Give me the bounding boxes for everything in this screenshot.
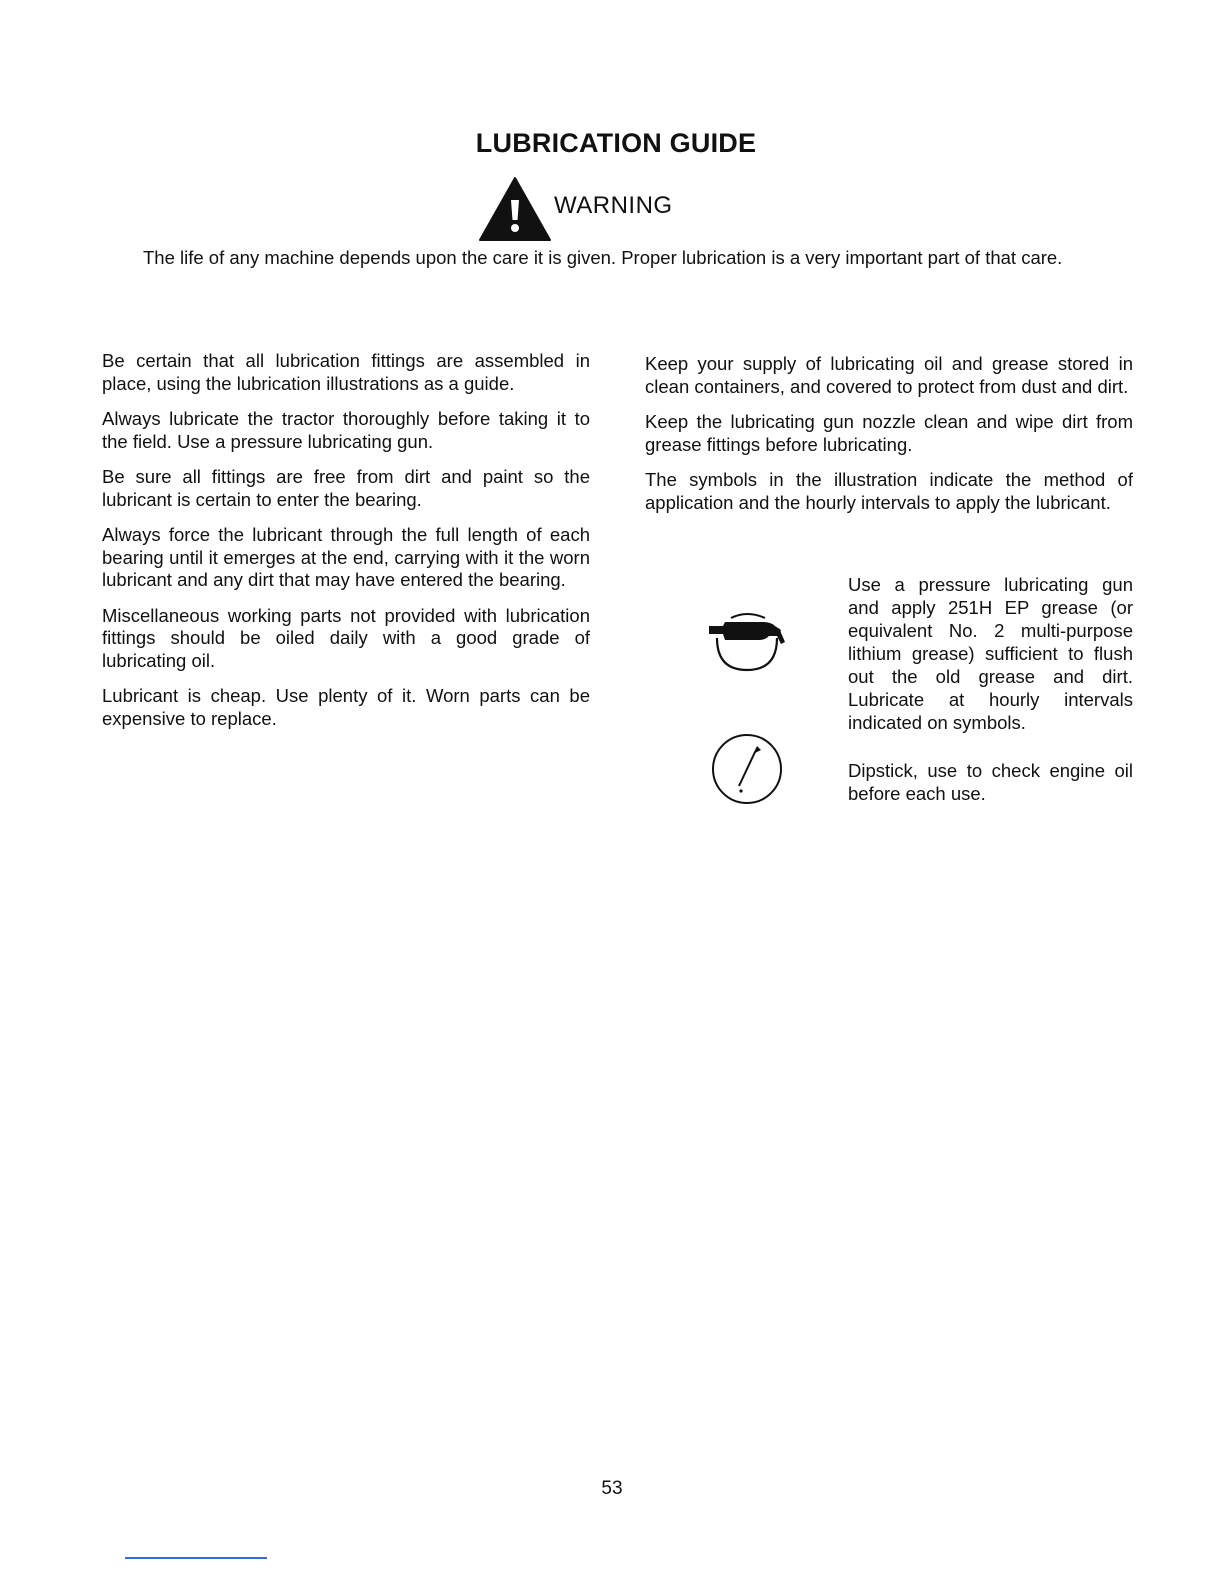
dipstick-description: Dipstick, use to check engine oil before each use. (848, 760, 1133, 804)
paragraph: Lubricant is cheap. Use plenty of it. Worn parts can be expensive to replace. (102, 685, 590, 729)
footer-rule (125, 1557, 267, 1559)
paragraph: The symbols in the illustration indicate the method of application and the hourly intervals to apply the lubricant. (645, 469, 1133, 513)
grease-description: Use a pressure lubricating gun and apply 251H EP grease (or equivalent No. 2 multi-purpose lithium grease) sufficient to flush out the old grease and dirt. Lubricate at hourly intervals indicated on symbols. (848, 574, 1133, 733)
left-column (102, 350, 590, 743)
page-title: LUBRICATION GUIDE (475, 128, 757, 158)
paragraph: Keep your supply of lubricating oil and grease stored in clean containers, and covered to protect from dust and dirt. (645, 353, 1133, 397)
grease-symbol-row (645, 573, 1133, 734)
warning-triangle-icon (478, 176, 552, 242)
grease-gun-icon (705, 606, 789, 678)
dipstick-symbol-row (645, 732, 1133, 806)
paragraph: Always force the lubricant through the full length of each bearing until it emerges at the end, carrying with it the worn lubricant and any dirt that may have entered the bearing. (102, 524, 590, 590)
warning-label: WARNING (554, 192, 673, 219)
paragraph: Always lubricate the tractor thoroughly before taking it to the field. Use a pressure lubricating gun. (102, 408, 590, 452)
paragraph: Keep the lubricating gun nozzle clean and wipe dirt from grease fittings before lubricating. (645, 411, 1133, 455)
paragraph: Be certain that all lubrication fittings are assembled in place, using the lubrication illustrations as a guide. (102, 350, 590, 394)
right-column (645, 353, 1133, 527)
intro-paragraph: The life of any machine depends upon the care it is given. Proper lubrication is a very important part of that care. (143, 247, 1063, 268)
warning-banner (478, 176, 673, 242)
page-number: 53 (601, 1478, 623, 1499)
paragraph: Miscellaneous working parts not provided with lubrication fittings should be oiled daily with a good grade of lubricating oil. (102, 604, 590, 671)
paragraph: Be sure all fittings are free from dirt and paint so the lubricant is certain to enter the bearing. (102, 466, 590, 510)
dipstick-icon (711, 732, 783, 806)
